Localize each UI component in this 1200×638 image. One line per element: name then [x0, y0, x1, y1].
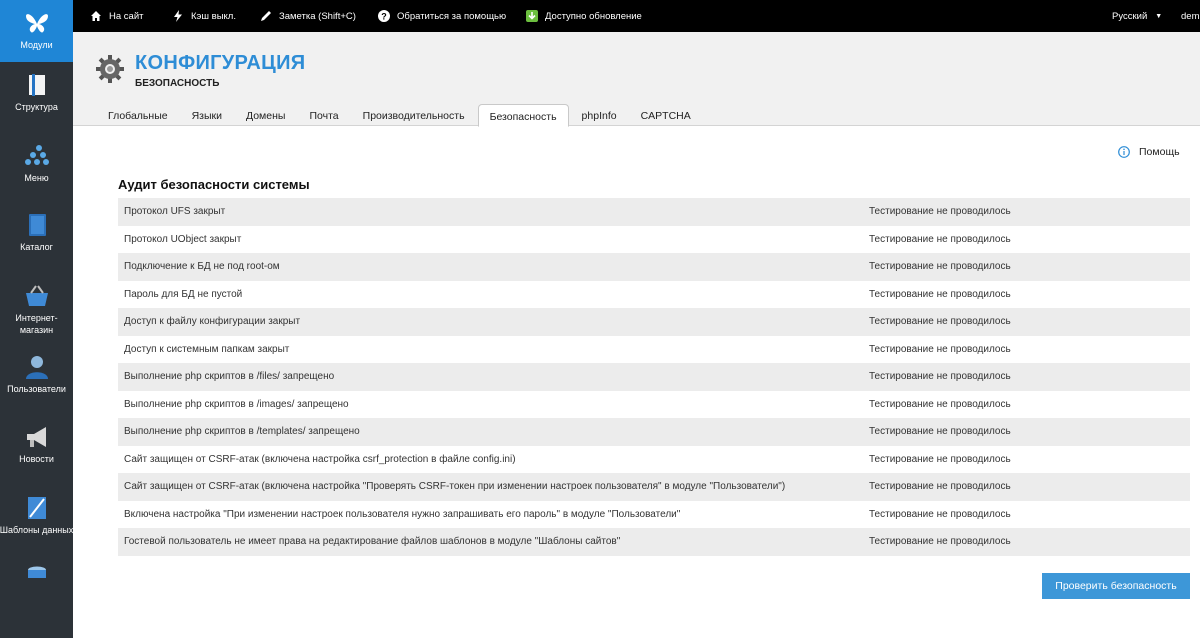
sidebar-item-label: Модули: [20, 40, 53, 50]
check-status: Тестирование не проводилось: [869, 316, 1011, 328]
check-name: Сайт защищен от CSRF-атак (включена настройка csrf_protection в файле config.ini): [124, 453, 516, 465]
tab-domains[interactable]: Домены: [245, 110, 286, 122]
sidebar-item-label: Каталог: [20, 242, 53, 252]
page-header: [73, 32, 1200, 126]
sidebar-item-label: Структура: [15, 102, 58, 112]
check-status: Тестирование не проводилось: [869, 508, 1011, 520]
sidebar-item-label: Интернет-: [15, 313, 58, 323]
table-row: [118, 308, 1190, 336]
sidebar-item-users[interactable]: [0, 354, 73, 395]
check-name: Выполнение php скриптов в /images/ запрещено: [124, 398, 349, 410]
sidebar-item-label: Пользователи: [7, 384, 66, 394]
update-link[interactable]: [526, 0, 642, 32]
butterfly-icon: [24, 10, 50, 36]
support-label: Обратиться за помощью: [397, 10, 507, 22]
check-name: Протокол UFS закрыт: [124, 206, 226, 218]
go-to-site-link[interactable]: [90, 0, 143, 32]
check-status: Тестирование не проводилось: [869, 453, 1011, 465]
sidebar: [0, 0, 73, 638]
check-status: Тестирование не проводилось: [869, 481, 1011, 493]
check-status: Тестирование не проводилось: [869, 206, 1011, 218]
table-row: [118, 473, 1190, 501]
check-name: Подключение к БД не под root-ом: [124, 261, 280, 273]
pencil-icon: [260, 10, 272, 22]
sidebar-item-news[interactable]: [0, 424, 73, 465]
table-row: [118, 336, 1190, 364]
user-icon: [24, 354, 50, 380]
sidebar-item-structure[interactable]: [0, 72, 73, 113]
table-row: [118, 446, 1190, 474]
check-name: Гостевой пользователь не имеет права на редактирование файлов шаблонов в модуле "Шаблоны сайтов": [124, 536, 621, 548]
top-bar: [73, 0, 1200, 32]
check-status: Тестирование не проводилось: [869, 371, 1011, 383]
check-name: Доступ к системным папкам закрыт: [124, 343, 290, 355]
check-name: Выполнение php скриптов в /templates/ запрещено: [124, 426, 360, 438]
table-row: [118, 281, 1190, 309]
user-name: dem: [1181, 10, 1200, 22]
sidebar-item-catalog[interactable]: [0, 212, 73, 253]
database-icon: [24, 563, 50, 589]
check-name: Выполнение php скриптов в /files/ запрещено: [124, 371, 335, 383]
table-row: [118, 226, 1190, 254]
check-name: Протокол UObject закрыт: [124, 233, 242, 245]
page-title: КОНФИГУРАЦИЯ: [135, 52, 306, 74]
gear-icon: [95, 54, 125, 84]
check-status: Тестирование не проводилось: [869, 343, 1011, 355]
info-icon: [1118, 146, 1130, 158]
sidebar-item-data-templates[interactable]: [0, 495, 73, 536]
support-link[interactable]: [378, 0, 506, 32]
sidebar-item-label: Новости: [19, 454, 54, 464]
menu-tree-icon: [24, 143, 50, 169]
question-icon: [378, 10, 390, 22]
structure-icon: [24, 72, 50, 98]
check-status: Тестирование не проводилось: [869, 426, 1011, 438]
language-label: Русский: [1112, 10, 1148, 22]
table-row: [118, 198, 1190, 226]
check-name: Включена настройка "При изменении настроек пользователя нужно запрашивать его пароль" в модуле "Пользователи": [124, 508, 681, 520]
user-menu[interactable]: [1181, 0, 1199, 32]
tab-bar: [97, 104, 704, 126]
check-status: Тестирование не проводилось: [869, 261, 1011, 273]
tab-captcha[interactable]: CAPTCHA: [640, 110, 691, 122]
check-status: Тестирование не проводилось: [869, 233, 1011, 245]
cache-label: Кэш выкл.: [191, 10, 236, 22]
help-label: Помощь: [1139, 146, 1180, 158]
table-row: [118, 528, 1190, 556]
security-audit-table: [118, 198, 1190, 556]
update-label: Доступно обновление: [545, 10, 642, 22]
sidebar-item-label: Меню: [24, 173, 49, 183]
check-status: Тестирование не проводилось: [869, 536, 1011, 548]
download-icon: [526, 10, 538, 22]
language-select[interactable]: [1112, 0, 1162, 32]
section-title: Аудит безопасности системы: [118, 177, 310, 192]
catalog-book-icon: [24, 212, 50, 238]
sidebar-item-shop[interactable]: [0, 283, 73, 336]
table-row: [118, 253, 1190, 281]
table-row: [118, 501, 1190, 529]
template-icon: [24, 495, 50, 521]
table-row: [118, 363, 1190, 391]
check-name: Сайт защищен от CSRF-атак (включена настройка "Проверять CSRF-токен при изменении настроек пользователя" в модуле "Пользователи"): [124, 481, 786, 493]
tab-global[interactable]: Глобальные: [108, 110, 168, 122]
tab-performance[interactable]: Производительность: [362, 110, 465, 122]
table-row: [118, 391, 1190, 419]
table-row: [118, 418, 1190, 446]
page-subtitle: БЕЗОПАСНОСТЬ: [135, 78, 220, 89]
chevron-down-icon: ▼: [1155, 12, 1163, 20]
check-name: Доступ к файлу конфигурации закрыт: [124, 316, 301, 328]
check-status: Тестирование не проводилось: [869, 288, 1011, 300]
help-link[interactable]: [1118, 146, 1180, 158]
tab-security[interactable]: Безопасность: [478, 104, 569, 127]
check-security-button[interactable]: Проверить безопасность: [1042, 573, 1190, 599]
sidebar-item-label-line2: магазин: [19, 325, 54, 335]
check-name: Пароль для БД не пустой: [124, 288, 243, 300]
svg-text:?: ?: [381, 11, 387, 22]
sidebar-item-label: Шаблоны данных: [0, 525, 74, 535]
sidebar-item-database[interactable]: [0, 563, 73, 592]
tab-languages[interactable]: Языки: [191, 110, 222, 122]
cache-toggle[interactable]: [172, 0, 236, 32]
check-status: Тестирование не проводилось: [869, 398, 1011, 410]
sidebar-item-menu[interactable]: [0, 143, 73, 184]
lightning-icon: [172, 10, 184, 22]
tab-mail[interactable]: Почта: [309, 110, 339, 122]
megaphone-icon: [24, 424, 50, 450]
basket-icon: [24, 283, 50, 309]
note-label: Заметка (Shift+C): [279, 10, 356, 22]
sidebar-item-modules[interactable]: [0, 0, 73, 62]
note-button[interactable]: [260, 0, 356, 32]
go-to-site-label: На сайт: [109, 10, 144, 22]
tab-phpinfo[interactable]: phpInfo: [581, 110, 617, 122]
home-icon: [90, 10, 102, 22]
